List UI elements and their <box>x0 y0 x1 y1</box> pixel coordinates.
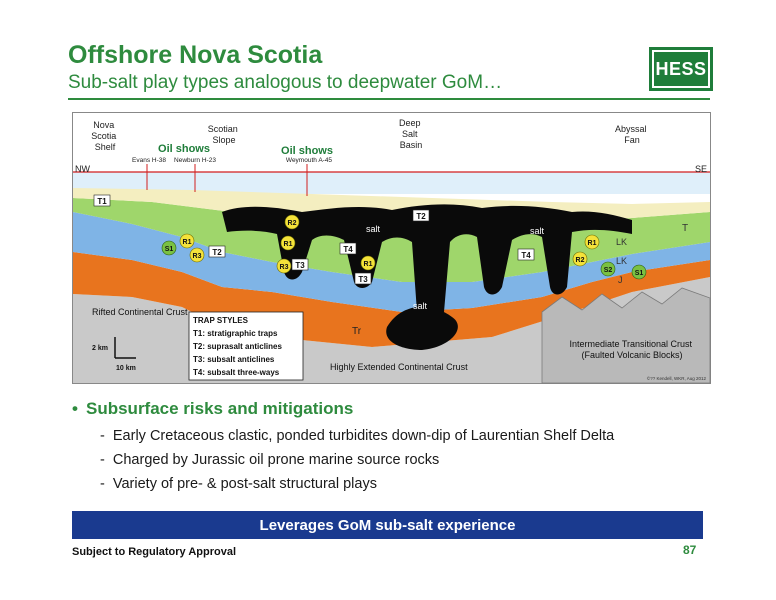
trap-label-t3 <box>292 259 308 270</box>
direction-se: SE <box>694 164 707 174</box>
crust-label-rifted: Rifted Continental Crust <box>92 307 188 317</box>
cross-section-diagram <box>72 112 711 384</box>
svg-text:T2: T2 <box>212 248 222 257</box>
reservoir-label-r1-c: R1 <box>363 261 373 268</box>
page-number: 87 <box>683 543 697 557</box>
cross-section-figure <box>72 112 711 384</box>
trap-styles-legend <box>189 312 303 380</box>
region-abyssal-fan: Abyssal Fan <box>614 124 647 145</box>
region-nova-scotia-shelf: Nova Scotia Shelf <box>91 120 117 152</box>
trap-label-t2 <box>413 210 429 221</box>
salt-label-b: salt <box>529 226 545 236</box>
sub-bullet-text: Variety of pre- & post-salt structural plays <box>112 476 377 492</box>
scale-horizontal-label: 10 km <box>116 365 136 372</box>
trap-styles-heading: TRAP STYLES <box>193 316 248 325</box>
page-subtitle: Sub-salt play types analogous to deepwater GoM… <box>68 72 503 93</box>
source-label-s1-a: S1 <box>164 246 174 253</box>
figure-credit: ©?? Kendell, WKR, Aug 2012 <box>646 376 706 381</box>
svg-text:T1: T1 <box>97 197 107 206</box>
logo-badge <box>654 52 708 86</box>
svg-text:T4: T4 <box>343 245 353 254</box>
trap-label-t1 <box>94 195 110 206</box>
trap-label-t2-b <box>209 246 225 257</box>
region-scotian-slope: Scotian Slope <box>207 124 238 145</box>
scale-vertical-label: 2 km <box>92 345 108 352</box>
oil-shows-label-left: Oil shows <box>158 143 210 155</box>
summary-banner <box>72 511 703 539</box>
well-label-newburn: Newburn H-23 <box>174 157 216 164</box>
source-label-s2-a: S2 <box>603 267 613 274</box>
logo-text: HESS <box>655 58 707 79</box>
trap-style-item: T2: suprasalt anticlines <box>193 342 282 351</box>
unit-label-lk-b: LK <box>616 256 628 266</box>
svg-text:T3: T3 <box>295 261 305 270</box>
bullet-heading <box>72 399 353 419</box>
svg-text:T4: T4 <box>521 251 531 260</box>
footer-note: Subject to Regulatory Approval <box>72 546 237 558</box>
reservoir-label-r1-a: R1 <box>283 241 293 248</box>
trap-label-t3-b <box>355 273 371 284</box>
reservoir-label-r2-a: R2 <box>287 220 297 227</box>
bullet-dot: • <box>72 399 78 418</box>
reservoir-label-r1-d: R1 <box>587 240 597 247</box>
bullet-heading-text: Subsurface risks and mitigations <box>86 399 354 418</box>
oil-shows-label-right: Oil shows <box>281 145 333 157</box>
sub-bullet: - Variety of pre- & post-salt structural plays <box>100 476 377 492</box>
sub-bullet-text: Early Cretaceous clastic, ponded turbidites down-dip of Laurentian Shelf Delta <box>112 428 615 444</box>
unit-label-j: J <box>618 275 623 285</box>
salt-label-a: salt <box>365 224 381 234</box>
svg-text:T3: T3 <box>358 275 368 284</box>
sub-bullet: - Early Cretaceous clastic, ponded turbidites down-dip of Laurentian Shelf Delta <box>100 428 615 444</box>
region-deep-salt-basin: Deep Salt Basin <box>398 118 423 150</box>
trap-style-item: T1: stratigraphic traps <box>193 329 278 338</box>
unit-label-tr: Tr <box>352 326 362 337</box>
well-label-evans: Evans H-38 <box>132 157 166 164</box>
trap-label-t4 <box>340 243 356 254</box>
unit-label-lk-a: LK <box>616 237 628 247</box>
crust-label-extended: Highly Extended Continental Crust <box>330 362 468 372</box>
trap-style-item: T3: subsalt anticlines <box>193 355 275 364</box>
direction-nw: NW <box>75 164 90 174</box>
reservoir-label-r3-a: R3 <box>279 264 289 271</box>
page-title: Offshore Nova Scotia <box>68 41 323 69</box>
salt-label-c: salt <box>412 301 428 311</box>
banner-text: Leverages GoM sub-salt experience <box>259 516 516 534</box>
unit-label-t: T <box>682 223 689 234</box>
reservoir-label-r2-b: R2 <box>575 257 585 264</box>
svg-text:T2: T2 <box>416 212 426 221</box>
crust-label-transitional: Intermediate Transitional Crust (Faulted Volcanic Blocks) <box>569 339 693 360</box>
trap-label-t4-b <box>518 249 534 260</box>
source-label-s1-b: S1 <box>634 270 644 277</box>
title-divider <box>68 98 710 100</box>
reservoir-label-r3-b: R3 <box>192 253 202 260</box>
reservoir-label-r1-b: R1 <box>182 239 192 246</box>
trap-style-item: T4: subsalt three-ways <box>193 368 280 377</box>
sub-bullet: - Charged by Jurassic oil prone marine source rocks <box>100 452 440 468</box>
hess-logo <box>649 47 713 91</box>
sub-bullet-text: Charged by Jurassic oil prone marine source rocks <box>112 452 440 468</box>
well-label-weymouth: Weymouth A-45 <box>285 157 333 164</box>
